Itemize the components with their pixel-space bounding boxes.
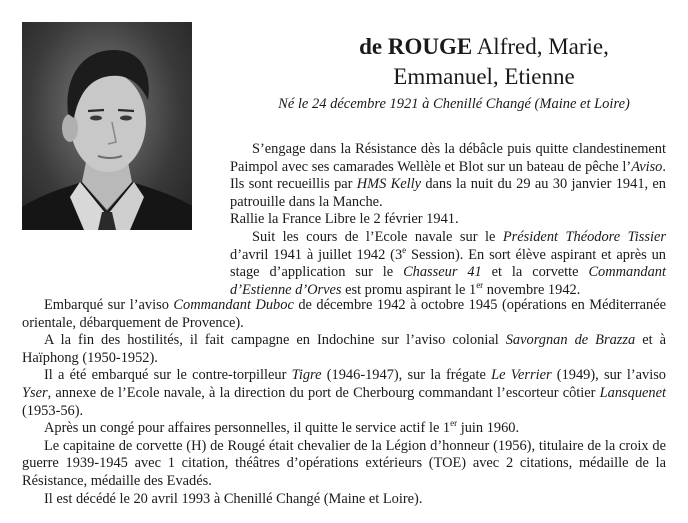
paragraph-embarquements: Il a été embarqué sur le contre-torpilleur Tigre (1946-1947), sur la frégate Le Verrier (1949), sur l’aviso Yser, annexe de l’Ecole navale, à la direction du port de Cherbourg commandant l’escorteur côtier Lansquenet (1953-56). bbox=[22, 367, 666, 419]
paragraph-duboc: Embarqué sur l’aviso Commandant Duboc de décembre 1942 à octobre 1945 (opérations en Méditerranée orientale, débarquement de Provence). bbox=[22, 297, 666, 331]
birth-line: Né le 24 décembre 1921 à Chenillé Changé (Maine et Loire) bbox=[278, 96, 630, 112]
person-heading bbox=[300, 32, 668, 92]
bleed-through-text bbox=[0, 0, 688, 14]
surname: de ROUGE bbox=[359, 34, 473, 59]
portrait-photo bbox=[22, 22, 192, 230]
paragraph-ecole-navale: Suit les cours de l’Ecole navale sur le Président Théodore Tissier d’avril 1941 à juillet 1942 (3e Session). En sort élève aspirant et après un stage d’application sur le Chasseur 41 et la corvette Commandant d’Estienne d’Orves est promu aspirant le 1er novembre 1942. bbox=[230, 228, 666, 298]
given-names-1: Alfred, Marie, bbox=[476, 34, 609, 59]
paragraph-indochine: A la fin des hostilités, il fait campagne en Indochine sur l’aviso colonial Savorgnan de Brazza et à Haïphong (1950-1952). bbox=[22, 332, 666, 366]
paragraph-decorations: Le capitaine de corvette (H) de Rougé était chevalier de la Légion d’honneur (1956), titulaire de la croix de guerre 1939-1945 avec 1 citation, théâtres d’opérations extérieurs (TOE) avec 2 citations, médaille de la Résistance, médaille des Evadés. bbox=[22, 437, 666, 489]
bio-lower bbox=[22, 297, 666, 508]
paragraph-deces: Il est décédé le 20 avril 1993 à Chenillé Changé (Maine et Loire). bbox=[44, 490, 423, 507]
paragraph-rallie: Rallie la France Libre le 2 février 1941. bbox=[230, 211, 459, 228]
paragraph-escape: S’engage dans la Résistance dès la débâcle puis quitte clandestinement Paimpol avec ses camarades Wellèle et Blot sur un bateau de pêche l’Aviso. Ils sont recueillis par HMS Kelly dans la nuit du 29 au 30 janvier 1941, en patrouille dans la Manche. bbox=[230, 141, 667, 210]
given-names-2: Emmanuel, Etienne bbox=[393, 64, 575, 89]
heading-line-1 bbox=[300, 32, 668, 62]
paragraph-conge: Après un congé pour affaires personnelles, il quitte le service actif le 1er juin 1960. bbox=[44, 418, 520, 437]
portrait-drawing bbox=[22, 22, 192, 230]
bio-upper bbox=[230, 141, 666, 299]
